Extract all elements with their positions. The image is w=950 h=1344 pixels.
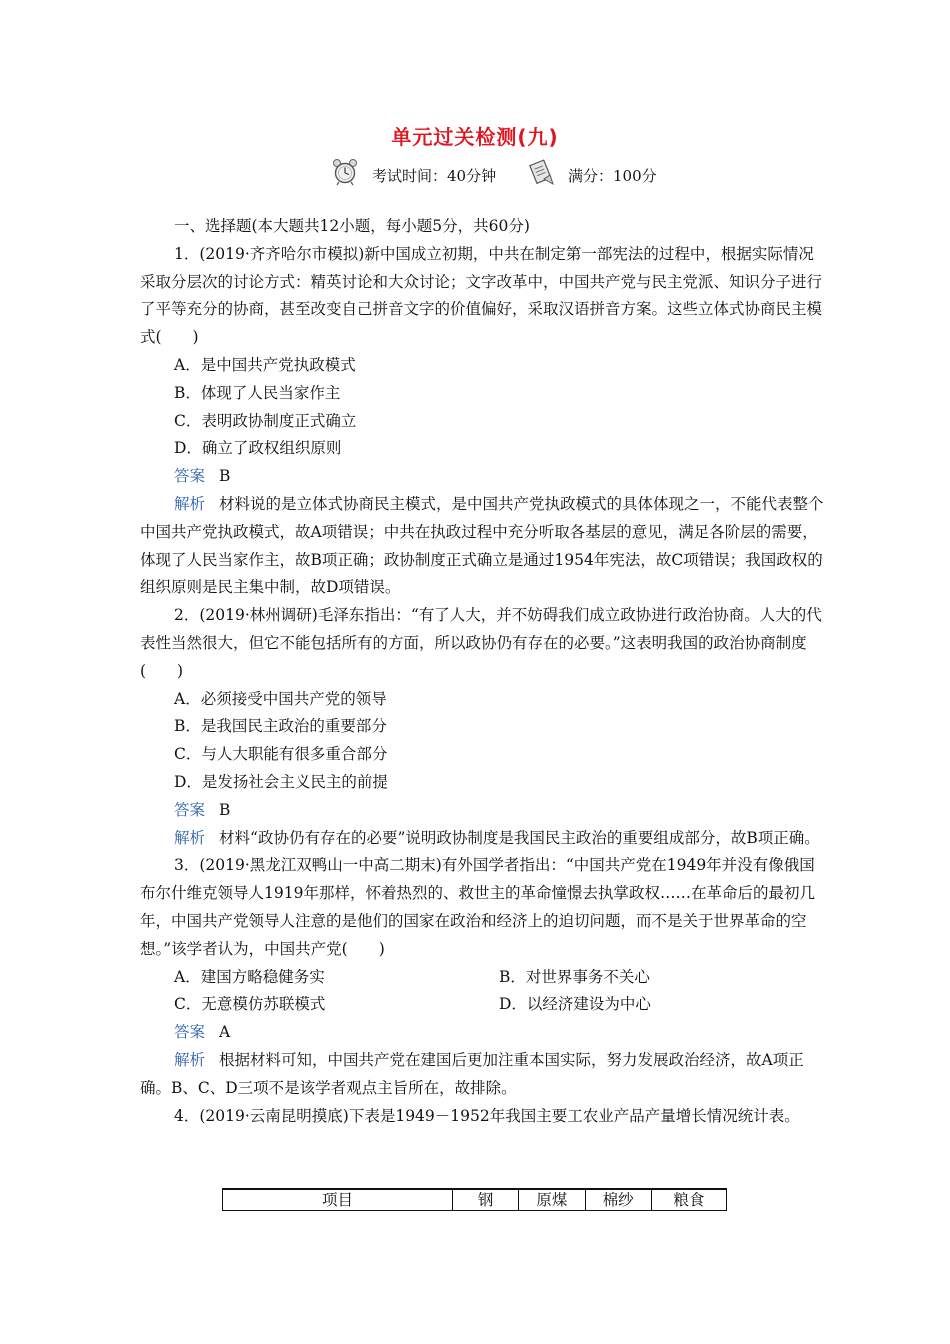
- q4-stem: 4．(2019·云南昆明摸底)下表是1949－1952年我国主要工农业产品产量增长情况统计表。: [174, 1106, 800, 1125]
- q2-option-b: B．是我国民主政治的重要部分: [174, 717, 387, 736]
- table-header-cell: 原煤: [519, 1189, 585, 1211]
- q2-answer: [140, 797, 824, 825]
- analysis-label: 解析: [174, 828, 206, 847]
- table-header-cell: 钢: [452, 1189, 518, 1211]
- answer-label: 答案: [174, 800, 206, 819]
- answer-label: 答案: [174, 467, 206, 486]
- answer-label: 答案: [174, 1023, 206, 1042]
- q3-option-a: A．建国方略稳健务实: [174, 967, 325, 986]
- answer-value: B: [219, 467, 231, 486]
- analysis-text: 材料“政协仍有存在的必要”说明政协制度是我国民主政治的重要组成部分，故B项正确。: [219, 828, 820, 847]
- q1-stem: 1．(2019·齐齐哈尔市模拟)新中国成立初期，中共在制定第一部宪法的过程中，根据实际情况采取分层次的讨论方式：精英讨论和大众讨论；文字改革中，中国共产党与民主党派、知识分子进行了平等充分的协商，甚至改变自己拼音文字的价值偏好，采取汉语拼音方案。这些立体式协商民主模式( ): [140, 244, 823, 347]
- full-score: 满分：100分: [568, 167, 657, 185]
- q2-stem: 2．(2019·林州调研)毛泽东指出：“有了人大，并不妨碍我们成立政协进行政治协商。人大的代表性当然很大，但它不能包括所有的方面，所以政协仍有存在的必要。”这表明我国的政治协商制度( ): [140, 606, 822, 680]
- q1-analysis: [140, 491, 824, 602]
- exam-meta: [332, 158, 692, 188]
- q2-option-c: C．与人大职能有很多重合部分: [174, 745, 388, 764]
- q1-option-b: B．体现了人民当家作主: [174, 383, 341, 402]
- q2-analysis: [140, 825, 824, 853]
- q3-stem: 3．(2019·黑龙江双鸭山一中高二期末)有外国学者指出：“中国共产党在1949年并没有像俄国布尔什维克领导人1919年那样，怀着热烈的、救世主的革命憧憬去执掌政权……在革命后的最初几年，中国共产党领导人注意的是他们的国家在政治和经济上的迫切问题，而不是关于世界革命的空想。”该学者认为，中国共产党( ): [140, 856, 815, 958]
- q1-option-d: D．确立了政权组织原则: [174, 439, 342, 458]
- analysis-label: 解析: [174, 494, 206, 513]
- analysis-text: 根据材料可知，中国共产党在建国后更加注重本国实际，努力发展政治经济，故A项正确。B、C、D三项不是该学者观点主旨所在，故排除。: [140, 1050, 804, 1097]
- table-header-cell: 项目: [223, 1189, 453, 1211]
- production-table: [222, 1188, 727, 1211]
- q3-analysis: [140, 1047, 824, 1103]
- analysis-text: 材料说的是立体式协商民主模式，是中国共产党执政模式的具体体现之一，不能代表整个中国共产党执政模式，故A项错误；中共在执政过程中充分听取各基层的意见，满足各阶层的需要，体现了人民当家作主，故B项正确；政协制度正式确立是通过1954年宪法，故C项错误；我国政权的组织原则是民主集中制，故D项错误。: [140, 494, 824, 597]
- q3-options-row-1: [140, 964, 824, 992]
- q2-option-d: D．是发扬社会主义民主的前提: [174, 772, 388, 791]
- q3-option-d: D．以经济建设为中心: [499, 995, 651, 1014]
- q1-option-a: A．是中国共产党执政模式: [174, 355, 356, 374]
- q3-options-row-2: [140, 991, 824, 1019]
- q2-option-a: A．必须接受中国共产党的领导: [174, 689, 387, 708]
- q1-option-c: C．表明政协制度正式确立: [174, 411, 357, 430]
- answer-value: A: [219, 1023, 231, 1042]
- exam-time: 考试时间：40分钟: [372, 167, 497, 185]
- q3-option-c: C．无意模仿苏联模式: [174, 995, 326, 1014]
- answer-value: B: [219, 800, 231, 819]
- table-header-row: [223, 1189, 727, 1211]
- alarm-clock-icon: [332, 158, 358, 190]
- question-content: [140, 213, 824, 1130]
- analysis-label: 解析: [174, 1050, 206, 1069]
- page-title: 单元过关检测(九): [391, 125, 559, 149]
- section-heading: 一、选择题(本大题共12小题，每小题5分，共60分): [174, 217, 530, 235]
- q3-option-b: B．对世界事务不关心: [499, 967, 650, 986]
- q1-answer: [140, 463, 824, 491]
- table-header-cell: 粮食: [651, 1189, 726, 1211]
- q3-answer: [140, 1019, 824, 1047]
- table-header-cell: 棉纱: [585, 1189, 651, 1211]
- paper-icon: [526, 158, 556, 190]
